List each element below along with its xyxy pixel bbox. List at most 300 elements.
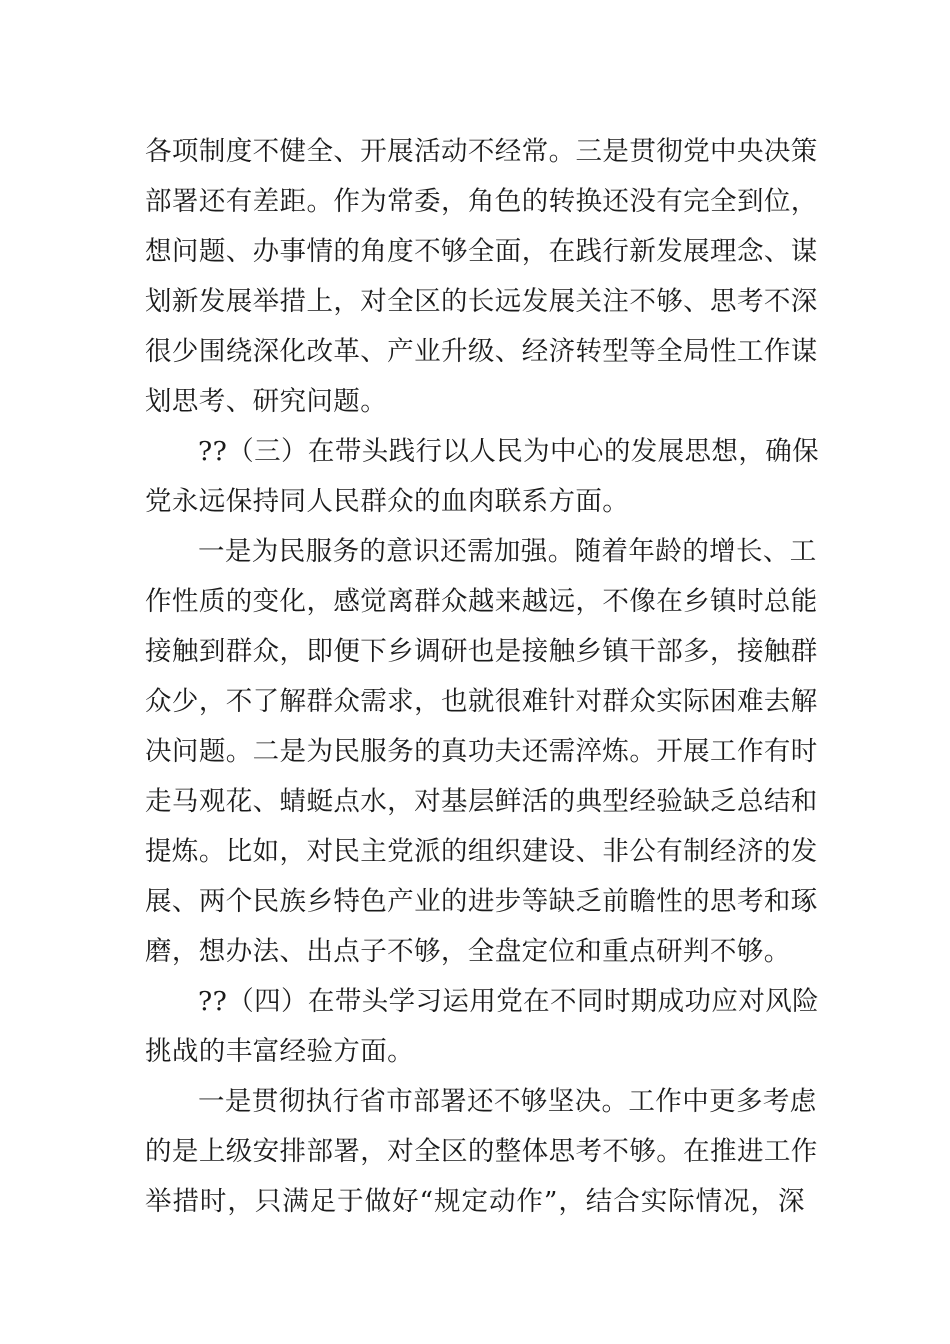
text-char: 民 (333, 736, 361, 767)
text-char: 考 (736, 286, 764, 317)
text-char: 比 (225, 836, 253, 867)
text-char: 族 (279, 886, 307, 917)
text-char: 夫 (494, 736, 522, 767)
text-char: 全 (656, 336, 684, 367)
text-char: 型 (602, 786, 630, 817)
text-line (145, 277, 818, 327)
text-char: 项 (171, 136, 199, 167)
text-char: 排 (279, 1136, 307, 1167)
text-char: 展 (683, 736, 711, 767)
text-char: 不 (252, 136, 280, 167)
text-char: 织 (494, 836, 522, 867)
text-char: 业 (414, 886, 441, 917)
text-char: 济 (548, 336, 576, 367)
text-char: 实 (656, 686, 684, 717)
text-char: 和 (790, 786, 818, 817)
text-char: 觉 (360, 586, 388, 617)
text-char: 特 (333, 886, 361, 917)
text-char: 在 (683, 1136, 711, 1167)
text-char: 时 (199, 1186, 227, 1217)
text-char: 的 (440, 836, 468, 867)
text-char: 的 (414, 736, 441, 767)
text-char: 进 (467, 886, 495, 917)
text-char: 深 (777, 1186, 805, 1217)
text-char: 不 (602, 586, 630, 617)
text-char: 活 (414, 136, 441, 167)
text-char: 。 (656, 1136, 684, 1167)
text-char: 对 (360, 286, 388, 317)
section-heading: 挑战的丰富经验方面。 (145, 1036, 414, 1067)
text-char: 离 (387, 586, 415, 617)
text-char: 了 (252, 686, 280, 717)
text-char: 决 (763, 136, 791, 167)
text-char: 少 (171, 686, 199, 717)
text-char: 的 (145, 1136, 172, 1167)
text-char: 像 (629, 586, 657, 617)
text-char: 制 (198, 136, 226, 167)
text-char: 越 (521, 586, 549, 617)
text-char: 群 (414, 586, 441, 617)
text-char: 的 (548, 786, 576, 817)
text-char: 很 (145, 336, 172, 367)
text-char: 展 (683, 236, 711, 267)
text-char: 。 (548, 136, 576, 167)
text-char: 、 (225, 236, 253, 267)
text-char: 的 (467, 1136, 495, 1167)
text-line: 磨，想办法、出点子不够，全盘定位和重点研判不够。 (145, 936, 791, 967)
text-char: ， (790, 186, 818, 217)
text-char: 党 (387, 836, 415, 867)
text-char: 很 (494, 686, 522, 717)
text-char: 没 (629, 186, 657, 217)
text-char: ， (575, 586, 603, 617)
text-char: 点 (333, 786, 361, 817)
text-char: 全 (467, 236, 495, 267)
text-char: 工 (763, 1136, 791, 1167)
text-char: 调 (414, 636, 441, 667)
text-char: 在 (548, 236, 576, 267)
text-char: 是 (171, 1136, 199, 1167)
text-char: 注 (602, 286, 630, 317)
text-char: 下 (360, 636, 388, 667)
text-char: 理 (710, 236, 737, 267)
text-char: 划 (145, 286, 172, 317)
text-char: 全 (387, 286, 415, 317)
text-char: 部 (656, 636, 684, 667)
text-char: 不 (629, 286, 657, 317)
text-char: 乏 (710, 786, 737, 817)
text-char: 不 (414, 236, 441, 267)
text-char: 来 (494, 586, 522, 617)
text-char: 常 (387, 186, 415, 217)
text-char: 是 (279, 736, 307, 767)
text-char: 谋 (790, 236, 818, 267)
text-char: 、 (360, 336, 388, 367)
text-char: 服 (360, 736, 388, 767)
text-char: 的 (521, 186, 549, 217)
text-line (145, 177, 818, 227)
text-char: 基 (440, 786, 468, 817)
text-char: ， (558, 1186, 586, 1217)
text-char: 考 (736, 886, 764, 917)
text-char: 。 (225, 736, 253, 767)
text-char: 还 (198, 186, 226, 217)
text-char: 的 (683, 886, 711, 917)
text-char: 为 (360, 186, 388, 217)
text-char: 发 (656, 236, 684, 267)
text-char: 差 (252, 186, 280, 217)
text-char: 作 (790, 1136, 818, 1167)
section-heading: ??（四）在带头学习运用党在不同时期成功应对风险 (198, 986, 820, 1017)
text-char: 全 (710, 186, 737, 217)
text-char: 乡 (306, 886, 334, 917)
text-char: ” (543, 1186, 558, 1217)
text-char: 够 (440, 236, 468, 267)
text-char: 度 (387, 236, 415, 267)
text-char: 办 (252, 236, 280, 267)
text-char: 践 (575, 236, 603, 267)
text-char: 委 (414, 186, 441, 217)
text-char: 多 (683, 636, 711, 667)
text-char: 展 (225, 286, 253, 317)
text-char: 不 (467, 136, 495, 167)
text-char: 长 (467, 286, 495, 317)
text-char: 工 (710, 736, 737, 767)
text-char: 对 (306, 836, 334, 867)
text-char: 业 (414, 336, 441, 367)
text-char: 公 (629, 836, 657, 867)
text-line (145, 877, 818, 927)
text-char: 位 (763, 186, 791, 217)
text-char: 乡 (387, 636, 415, 667)
text-char: 派 (414, 836, 441, 867)
text-char: 众 (252, 636, 280, 667)
text-char: ， (198, 686, 226, 717)
text-char: 二 (252, 736, 280, 767)
text-char: 色 (494, 186, 522, 217)
text-char: 功 (467, 736, 495, 767)
text-char: 群 (306, 686, 334, 717)
text-char: 到 (736, 186, 764, 217)
text-line (145, 777, 818, 827)
text-char: 转 (548, 186, 576, 217)
text-char: 难 (521, 686, 549, 717)
text-char: 发 (521, 286, 549, 317)
text-char: 乡 (683, 586, 711, 617)
text-char: 改 (306, 336, 334, 367)
text-char: 满 (282, 1186, 310, 1217)
text-char: 合 (613, 1186, 641, 1217)
text-char: 进 (736, 1136, 764, 1167)
text-char: ， (521, 236, 549, 267)
text-char: 水 (360, 786, 388, 817)
text-char: 少 (171, 336, 199, 367)
text-char: 际 (683, 686, 711, 717)
text-char: 越 (467, 586, 495, 617)
text-char: 、 (494, 336, 522, 367)
text-char: 镇 (710, 586, 737, 617)
text-char: 解 (790, 686, 818, 717)
text-char: 感 (333, 586, 361, 617)
text-line (145, 827, 818, 877)
text-char: 质 (198, 586, 226, 617)
text-char: 鲜 (494, 786, 522, 817)
text-char: 群 (225, 636, 253, 667)
text-char: 活 (521, 786, 549, 817)
text-char: 难 (736, 686, 764, 717)
text-char: 触 (763, 636, 791, 667)
text-char: 两 (198, 886, 226, 917)
text-char: 面 (494, 236, 522, 267)
text-char: 总 (763, 586, 791, 617)
text-char: 的 (225, 586, 253, 617)
text-char: 典 (575, 786, 603, 817)
text-char: 际 (668, 1186, 696, 1217)
text-char: 对 (414, 786, 441, 817)
text-line (145, 577, 818, 627)
text-char: 远 (494, 286, 522, 317)
text-char: 有 (656, 186, 684, 217)
text-char: 思 (710, 286, 737, 317)
text-char: ， (333, 286, 361, 317)
text-char: ， (387, 786, 415, 817)
text-char: 的 (763, 836, 791, 867)
text-char: 乡 (575, 636, 603, 667)
text-char: 问 (171, 236, 199, 267)
text-char: 能 (790, 586, 818, 617)
text-char: ， (414, 686, 441, 717)
text-char: 结 (763, 786, 791, 817)
text-char: 困 (710, 686, 737, 717)
text-char: 时 (790, 736, 818, 767)
text-char: ， (279, 636, 307, 667)
text-char: 举 (145, 1186, 172, 1217)
text-char: 署 (333, 1136, 361, 1167)
text-char: 为 (306, 736, 334, 767)
text-char: 淬 (575, 736, 603, 767)
text-char: 定 (461, 1186, 489, 1217)
text-line (145, 1177, 805, 1227)
text-char: 缺 (548, 886, 576, 917)
text-char: 即 (306, 636, 334, 667)
text-char: 情 (695, 1186, 723, 1217)
text-char: 的 (333, 236, 361, 267)
text-char: 央 (736, 136, 764, 167)
text-char: 不 (602, 1136, 630, 1167)
text-char: 设 (548, 836, 576, 867)
text-char: 署 (171, 186, 199, 217)
text-char: 众 (145, 686, 172, 717)
text-line (145, 627, 818, 677)
text-char: 琢 (790, 886, 818, 917)
text-char: 部 (306, 1136, 334, 1167)
text-char: 足 (309, 1186, 337, 1217)
text-char: 组 (467, 836, 495, 867)
text-char: 前 (602, 886, 630, 917)
text-char: 开 (656, 736, 684, 767)
text-line (145, 227, 818, 277)
text-char: 个 (225, 886, 253, 917)
text-char: 做 (364, 1186, 392, 1217)
text-char: 、 (252, 786, 280, 817)
text-char: 作 (763, 336, 791, 367)
text-char: 健 (279, 136, 307, 167)
text-char: 事 (279, 236, 307, 267)
text-char: 。 (198, 836, 226, 867)
text-char: 只 (254, 1186, 282, 1217)
section-heading: ??（三）在带头践行以人民为中心的发展思想，确保 (198, 436, 820, 467)
text-char: 新 (171, 286, 199, 317)
text-char: 有 (225, 186, 253, 217)
text-char: 走 (145, 786, 172, 817)
text-char: 不 (225, 686, 253, 717)
text-char: 就 (467, 686, 495, 717)
text-char: 举 (252, 286, 280, 317)
text-char: 想 (145, 236, 172, 267)
text-char: 升 (440, 336, 468, 367)
text-char: 炼 (602, 736, 630, 767)
text-char: 针 (548, 686, 576, 717)
text-char: 求 (387, 686, 415, 717)
text-char: 、 (763, 236, 791, 267)
text-char: 炼 (171, 836, 199, 867)
text-char: 规 (434, 1186, 461, 1217)
text-char: 贯 (629, 136, 657, 167)
text-char: 新 (629, 236, 657, 267)
text-char: 提 (145, 836, 172, 867)
text-char: 策 (790, 136, 818, 167)
text-char: 远 (548, 586, 576, 617)
text-char: 作 (736, 736, 764, 767)
text-char: 作 (333, 186, 361, 217)
text-char: 革 (333, 336, 361, 367)
text-char: 制 (683, 836, 711, 867)
text-char: 思 (710, 886, 737, 917)
text-char: 转 (575, 336, 603, 367)
text-line (145, 327, 818, 377)
text-char: 三 (575, 136, 603, 167)
section-heading: 党永远保持同人民群众的血肉联系方面。 (145, 486, 630, 517)
text-char: 体 (521, 1136, 549, 1167)
text-line (145, 727, 818, 777)
text-char: 换 (575, 186, 603, 217)
text-char: 题 (198, 736, 226, 767)
text-char: 党 (683, 136, 711, 167)
text-char: 触 (171, 636, 199, 667)
text-char: 角 (360, 236, 388, 267)
text-char: 时 (736, 586, 764, 617)
text-char: 念 (736, 236, 764, 267)
text-char: 问 (171, 736, 199, 767)
text-char: 够 (629, 1136, 657, 1167)
text-char: 于 (337, 1186, 365, 1217)
text-char: 需 (548, 736, 576, 767)
text-char: 结 (585, 1186, 613, 1217)
text-char: 群 (790, 636, 818, 667)
text-char: 中 (710, 136, 737, 167)
text-char: 整 (494, 1136, 522, 1167)
text-char: “ (419, 1186, 434, 1217)
text-char: 触 (548, 636, 576, 667)
text-char: 作 (516, 1186, 544, 1217)
text-char: 镇 (602, 636, 630, 667)
text-char: 推 (710, 1136, 737, 1167)
text-char: 接 (145, 636, 172, 667)
text-char: 乏 (575, 886, 603, 917)
text-char: 马 (171, 786, 199, 817)
text-char: 的 (440, 886, 468, 917)
text-char: 况 (723, 1186, 750, 1217)
text-char: 是 (494, 636, 522, 667)
text-char: 和 (763, 886, 791, 917)
text-char: 是 (602, 136, 630, 167)
text-char: 解 (279, 686, 307, 717)
text-char: 非 (602, 836, 630, 867)
text-char: 蜓 (306, 786, 334, 817)
text-char: 不 (763, 286, 791, 317)
text-char: 众 (333, 686, 361, 717)
text-char: 瞻 (629, 886, 657, 917)
text-char: 深 (790, 286, 818, 317)
text-char: 有 (656, 836, 684, 867)
text-char: 层 (467, 786, 495, 817)
text-char: 上 (198, 1136, 226, 1167)
text-char: 彻 (656, 136, 684, 167)
text-char: 经 (629, 786, 657, 817)
text-char: 民 (252, 886, 280, 917)
text-char: 的 (440, 286, 468, 317)
text-char: ， (440, 186, 468, 217)
text-char: 实 (640, 1186, 668, 1217)
text-char: 真 (440, 736, 468, 767)
text-char: 展 (387, 136, 415, 167)
text-char: ， (227, 1186, 255, 1217)
text-char: ， (750, 1186, 778, 1217)
text-char: 总 (736, 786, 764, 817)
text-char: 花 (225, 786, 253, 817)
text-line (145, 677, 818, 727)
text-char: 产 (387, 336, 415, 367)
text-char: 众 (440, 586, 468, 617)
text-char: 民 (333, 836, 361, 867)
text-char: 蜻 (279, 786, 307, 817)
text-char: 、 (333, 136, 361, 167)
text-char: 动 (488, 1186, 516, 1217)
text-char: 等 (629, 336, 657, 367)
text-char: 也 (440, 686, 468, 717)
text-char: 常 (521, 136, 549, 167)
text-char: 化 (279, 586, 307, 617)
text-char: 、 (171, 886, 199, 917)
text-char: 围 (198, 336, 226, 367)
text-char: 性 (171, 586, 199, 617)
text-char: 工 (736, 336, 764, 367)
text-line: 一是为民服务的意识还需加强。随着年龄的增长、工 (198, 536, 817, 567)
text-char: 级 (467, 336, 495, 367)
text-char: ， (306, 586, 334, 617)
text-char: 关 (575, 286, 603, 317)
text-char: 、 (683, 286, 711, 317)
text-char: 经 (710, 836, 737, 867)
text-char: 也 (467, 636, 495, 667)
text-char: 完 (683, 186, 711, 217)
text-char: 等 (521, 886, 549, 917)
text-char: 群 (602, 686, 630, 717)
text-char: 发 (790, 836, 818, 867)
text-line (145, 1127, 818, 1177)
text-char: 有 (763, 736, 791, 767)
text-char: 绕 (225, 336, 253, 367)
